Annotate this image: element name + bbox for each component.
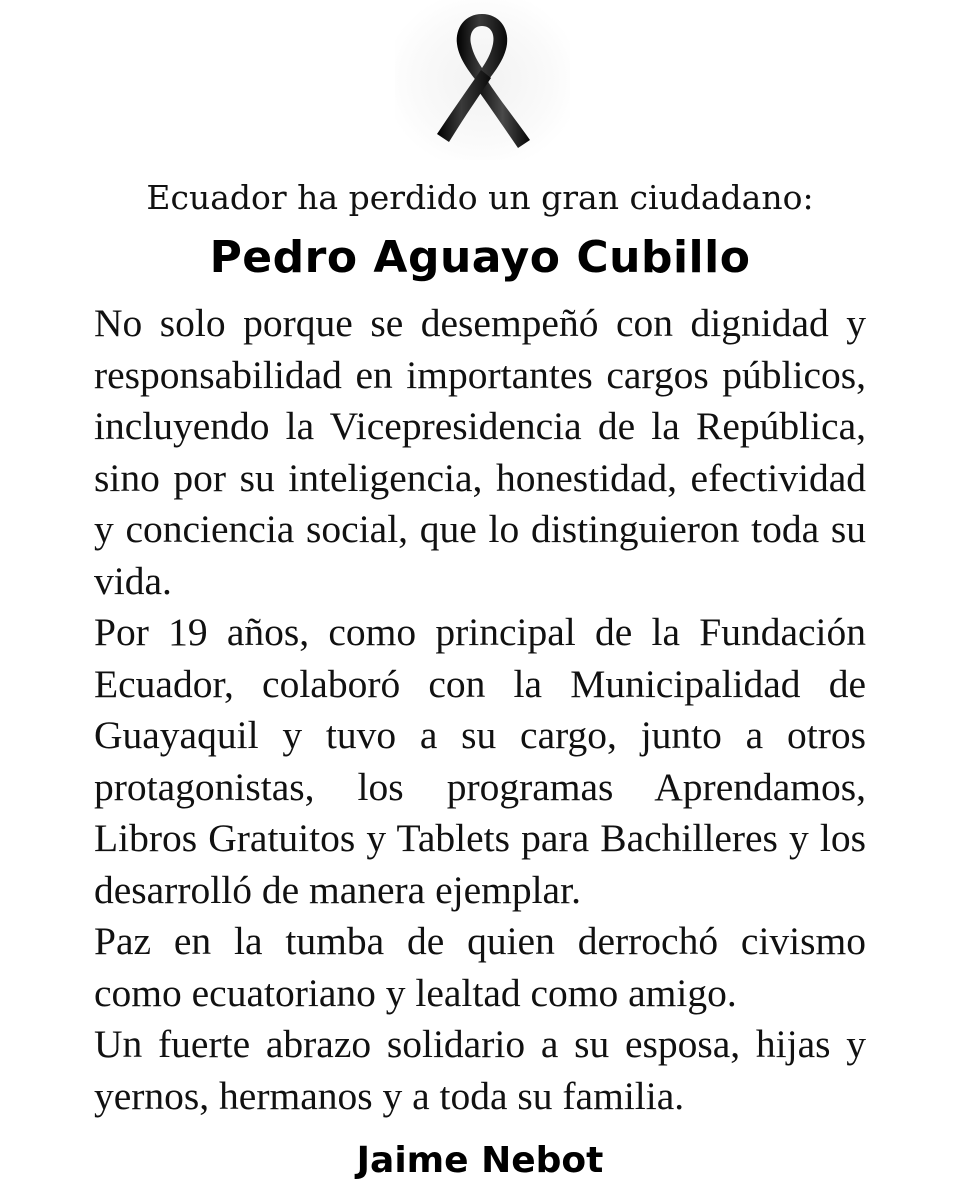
paragraph-1: No solo porque se desempeñó con dignidad y responsabilidad en importantes cargos públicos, incluyendo la Vicepresidencia de la República, sino por su inteligencia, honestidad, efectividad y conciencia social, que lo distinguieron toda su vida. [94,301,866,603]
condolence-body [94,298,866,1122]
signature: Jaime Nebot [356,1140,604,1181]
paragraph-2: Por 19 años, como principal de la Fundación Ecuador, colaboró con la Municipalidad de Guayaquil y tuvo a su cargo, junto a otros protagonistas, los programas Aprendamos, Libros Gratuitos y Tablets para Bachilleres y los desarrolló de manera ejemplar. [94,610,866,912]
deceased-name: Pedro Aguayo Cubillo [209,232,751,283]
ribbon-backdrop [395,0,570,160]
mourning-ribbon-icon [435,8,530,153]
paragraph-3: Paz en la tumba de quien derrochó civismo como ecuatoriano y lealtad como amigo. [94,919,866,1015]
intro-line: Ecuador ha perdido un gran ciudadano: [146,178,814,217]
paragraph-4: Un fuerte abrazo solidario a su esposa, hijas y yernos, hermanos y a toda su familia. [94,1022,866,1118]
